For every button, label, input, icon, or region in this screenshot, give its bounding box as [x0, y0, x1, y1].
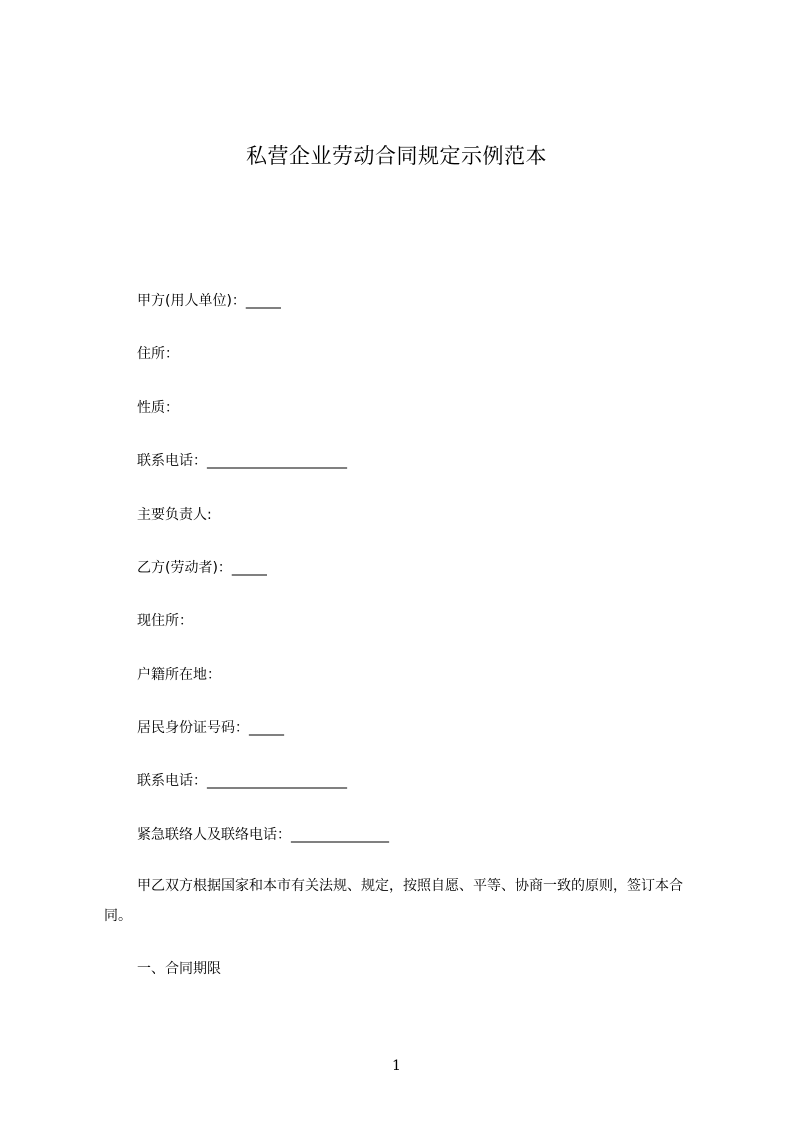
field-current-address: 现住所： — [137, 613, 193, 629]
field-id-number: 居民身份证号码：_____ — [137, 720, 284, 736]
field-employer: 甲方(用人单位)：_____ — [137, 293, 281, 309]
field-household-registration: 户籍所在地： — [137, 667, 221, 683]
intro-paragraph: 甲乙双方根据国家和本市有关法规、规定，按照自愿、平等、协商一致的原则，签订本合同。 — [104, 878, 683, 924]
field-employer-address: 住所： — [137, 346, 179, 362]
section-heading: 一、合同期限 — [137, 961, 221, 977]
field-employee: 乙方(劳动者)：_____ — [137, 560, 267, 576]
field-principal: 主要负责人: — [137, 507, 212, 523]
field-employee-phone: 联系电话：____________________ — [137, 773, 347, 789]
page-number: 1 — [392, 1058, 401, 1074]
field-employer-nature: 性质： — [137, 400, 179, 416]
document-title: 私营企业劳动合同规定示例范本 — [246, 144, 547, 168]
field-emergency-contact: 紧急联络人及联络电话：______________ — [137, 827, 389, 843]
field-employer-phone: 联系电话：____________________ — [137, 453, 347, 469]
